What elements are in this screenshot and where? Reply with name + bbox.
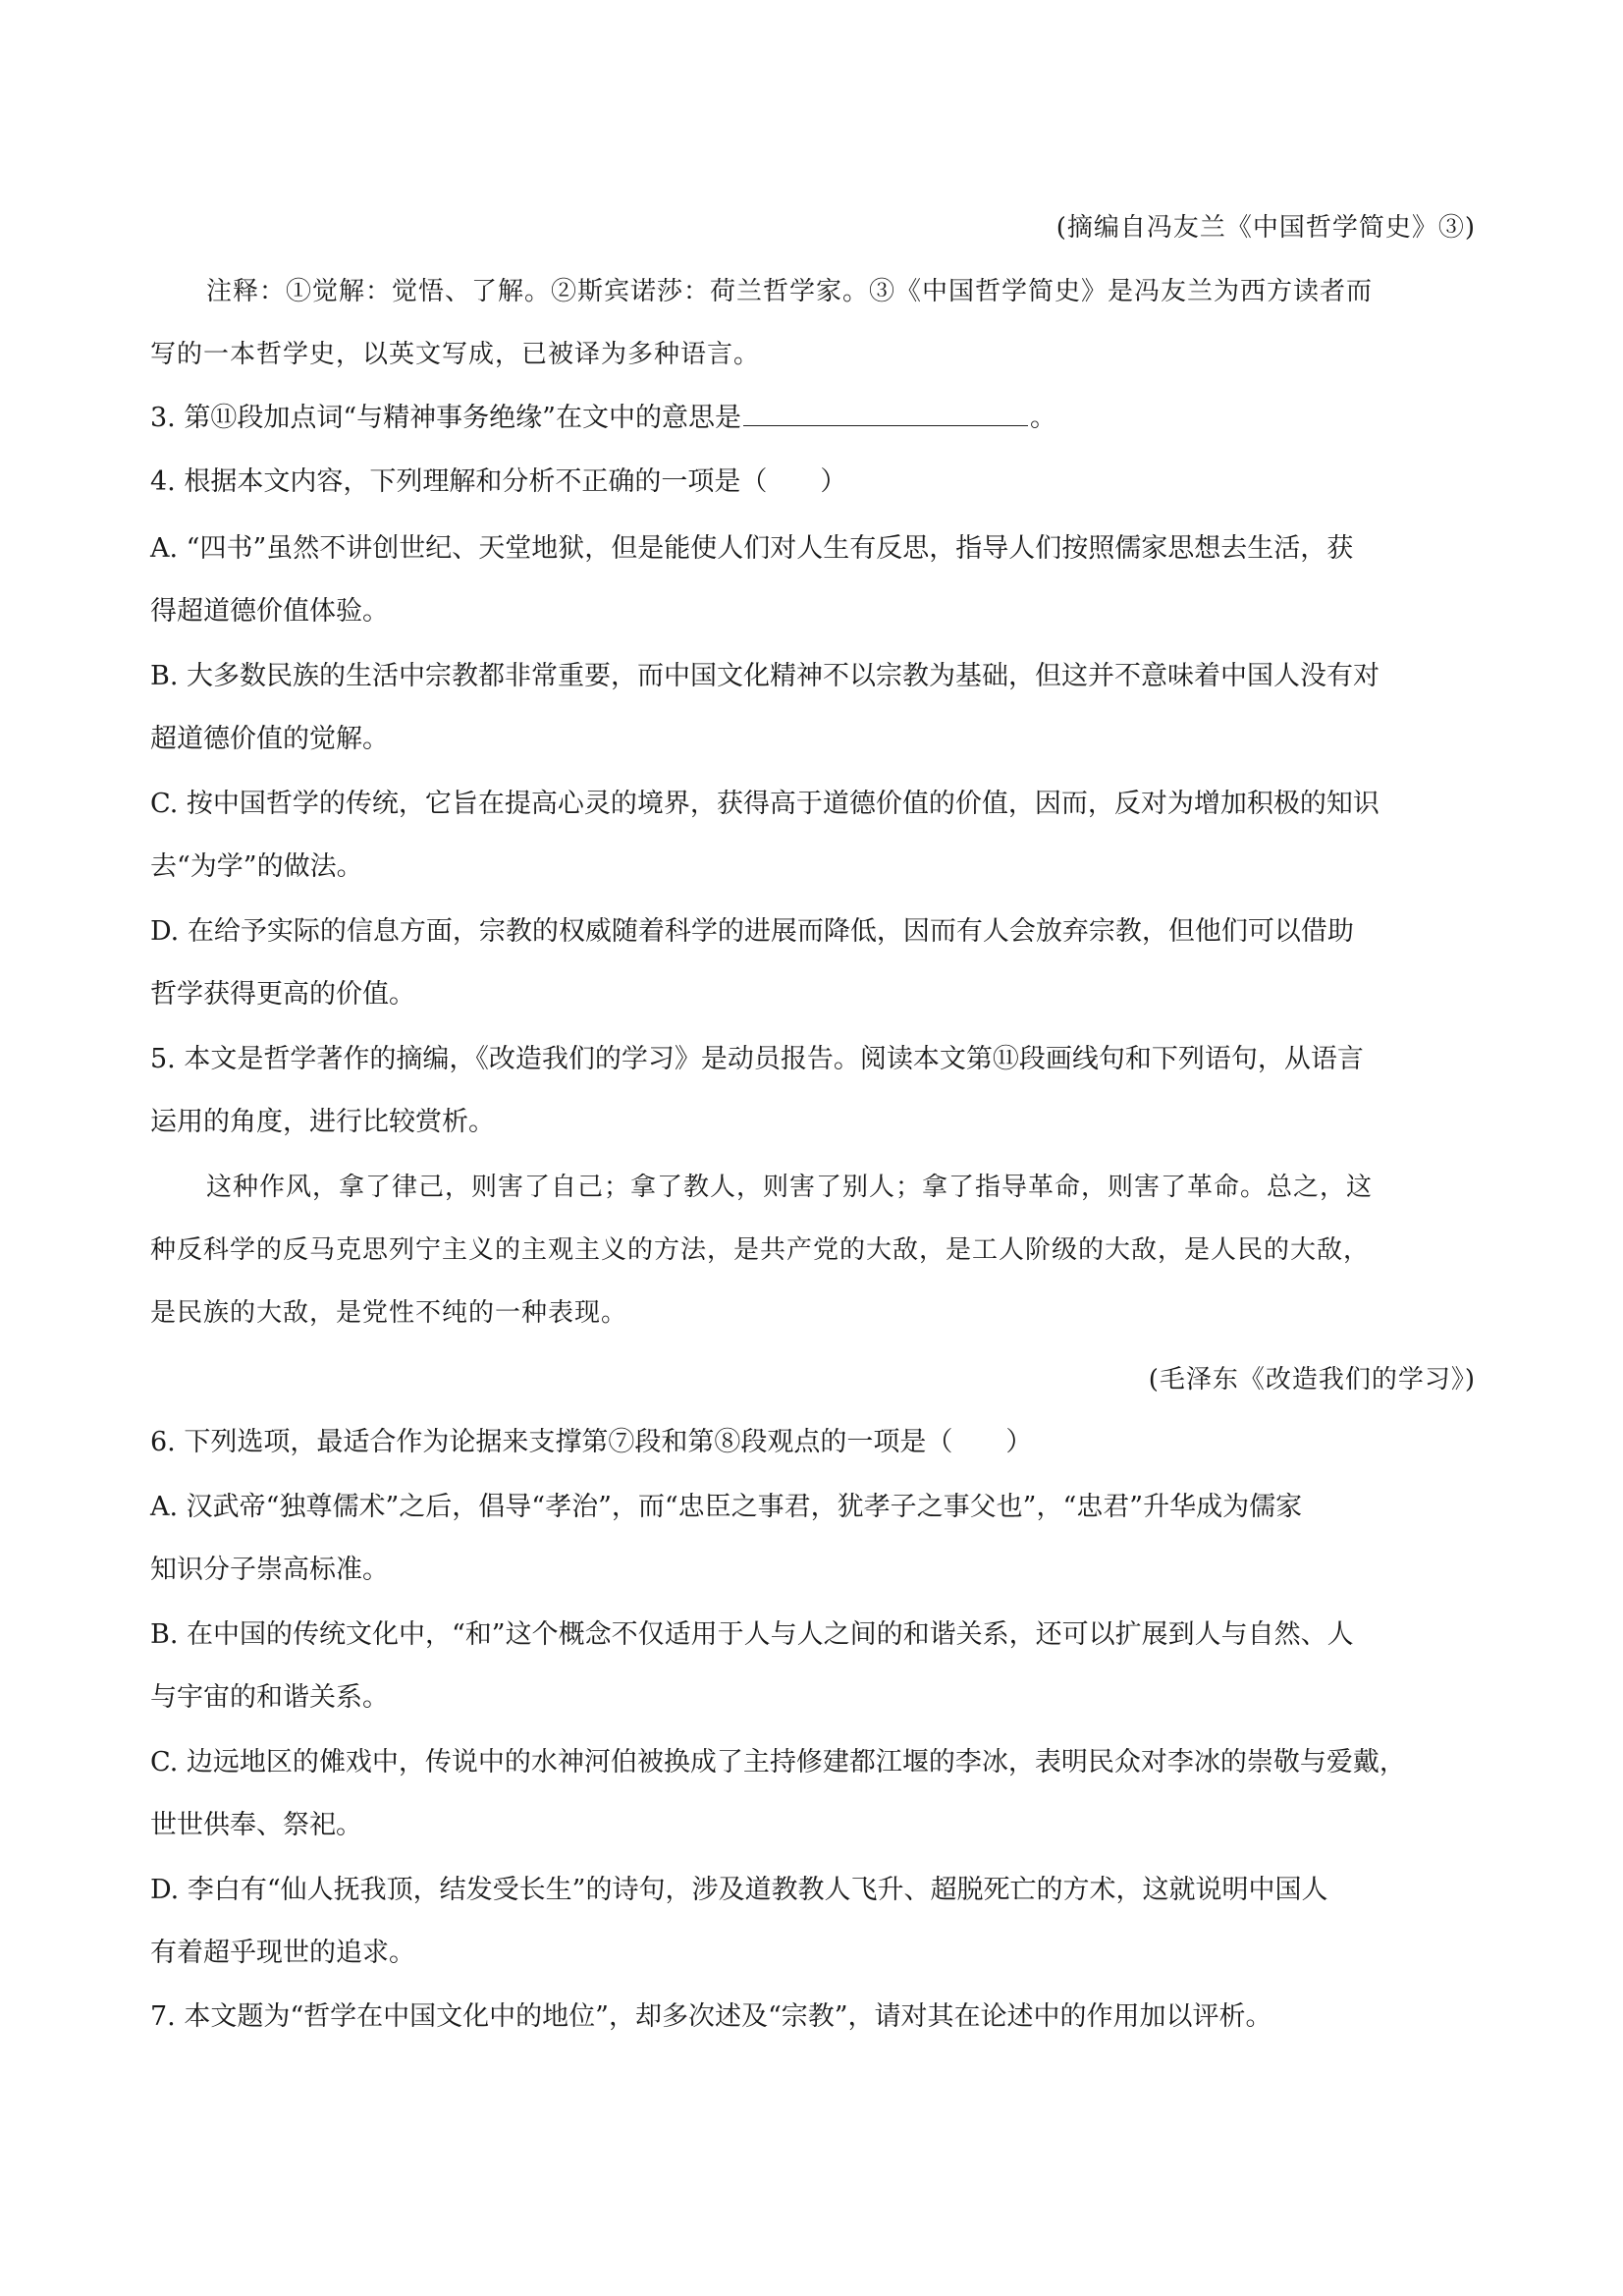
source-attribution: (摘编自冯友兰《中国哲学简史》③) — [1055, 213, 1476, 243]
question-7-stem: 7. 本文题为“哲学在中国文化中的地位”，却多次述及“宗教”，请对其在论述中的作用加以评析。 — [150, 2001, 1272, 2032]
q4-option-d-line-2: 哲学获得更高的价值。 — [150, 979, 415, 1010]
question-5-line-2: 运用的角度，进行比较赏析。 — [150, 1107, 495, 1137]
q5-quote-line-3: 是民族的大敌，是党性不纯的一种表现。 — [150, 1298, 628, 1328]
q4-option-b-line-1: B. 大多数民族的生活中宗教都非常重要，而中国文化精神不以宗教为基础，但这并不意味着中国人没有对 — [150, 661, 1380, 691]
question-5-line-1: 5. 本文是哲学著作的摘编，《改造我们的学习》是动员报告。阅读本文第⑪段画线句和下列语句，从语言 — [150, 1044, 1364, 1074]
q6-option-d-line-1: D. 李白有“仙人抚我顶，结发受长生”的诗句，涉及道教教人飞升、超脱死亡的方术，这就说明中国人 — [150, 1875, 1328, 1905]
q6-option-b-line-1: B. 在中国的传统文化中，“和”这个概念不仅适用于人与人之间的和谐关系，还可以扩展到人与自然、人 — [150, 1619, 1354, 1650]
q6-option-a-line-2: 知识分子崇高标准。 — [150, 1555, 389, 1585]
q5-quote-source: (毛泽东《改造我们的学习》) — [1148, 1365, 1476, 1394]
q4-option-c-line-2: 去“为学”的做法。 — [150, 851, 363, 882]
question-3 — [150, 399, 1056, 438]
note-line-2: 写的一本哲学史，以英文写成，已被译为多种语言。 — [150, 340, 761, 369]
q6-option-c-line-1: C. 边远地区的傩戏中，传说中的水神河伯被换成了主持修建都江堰的李冰，表明民众对李冰的崇敬与爱戴， — [150, 1747, 1406, 1777]
question-6-stem: 6. 下列选项，最适合作为论据来支撑第⑦段和第⑧段观点的一项是（ ） — [150, 1427, 1033, 1457]
q5-quote-line-2: 种反科学的反马克思列宁主义的主观主义的方法，是共产党的大敌，是工人阶级的大敌，是人民的大敌， — [150, 1235, 1371, 1265]
q4-option-c-line-1: C. 按中国哲学的传统，它旨在提高心灵的境界，获得高于道德价值的价值，因而，反对为增加积极的知识 — [150, 789, 1380, 819]
q5-quote-line-1: 这种作风，拿了律己，则害了自己；拿了教人，则害了别人；拿了指导革命，则害了革命。总之，这 — [206, 1173, 1374, 1202]
q4-option-a-line-2: 得超道德价值体验。 — [150, 596, 389, 627]
q6-option-b-line-2: 与宇宙的和谐关系。 — [150, 1682, 389, 1713]
q6-option-c-line-2: 世世供奉、祭祀。 — [150, 1810, 362, 1840]
question-4-stem: 4. 根据本文内容，下列理解和分析不正确的一项是（ ） — [150, 466, 847, 497]
q6-option-a-line-1: A. 汉武帝“独尊儒术”之后，倡导“孝治”，而“忠臣之事君，犹孝子之事父也”，“忠君”升华成为儒家 — [150, 1492, 1303, 1522]
q4-option-b-line-2: 超道德价值的觉解。 — [150, 724, 389, 754]
q3-stem: 3. 第⑪段加点词“与精神事务绝缘”在文中的意思是 — [150, 403, 741, 433]
answer-blank[interactable] — [743, 400, 1028, 426]
note-line-1: 注释：①觉解：觉悟、了解。②斯宾诺莎：荷兰哲学家。③《中国哲学简史》是冯友兰为西方读者而 — [206, 277, 1374, 306]
q4-option-a-line-1: A. “四书”虽然不讲创世纪、天堂地狱，但是能使人们对人生有反思，指导人们按照儒家思想去生活，获 — [150, 533, 1354, 564]
q3-end: 。 — [1029, 403, 1056, 433]
q4-option-d-line-1: D. 在给予实际的信息方面，宗教的权威随着科学的进展而降低，因而有人会放弃宗教，但他们可以借助 — [150, 916, 1354, 947]
q6-option-d-line-2: 有着超乎现世的追求。 — [150, 1938, 415, 1968]
